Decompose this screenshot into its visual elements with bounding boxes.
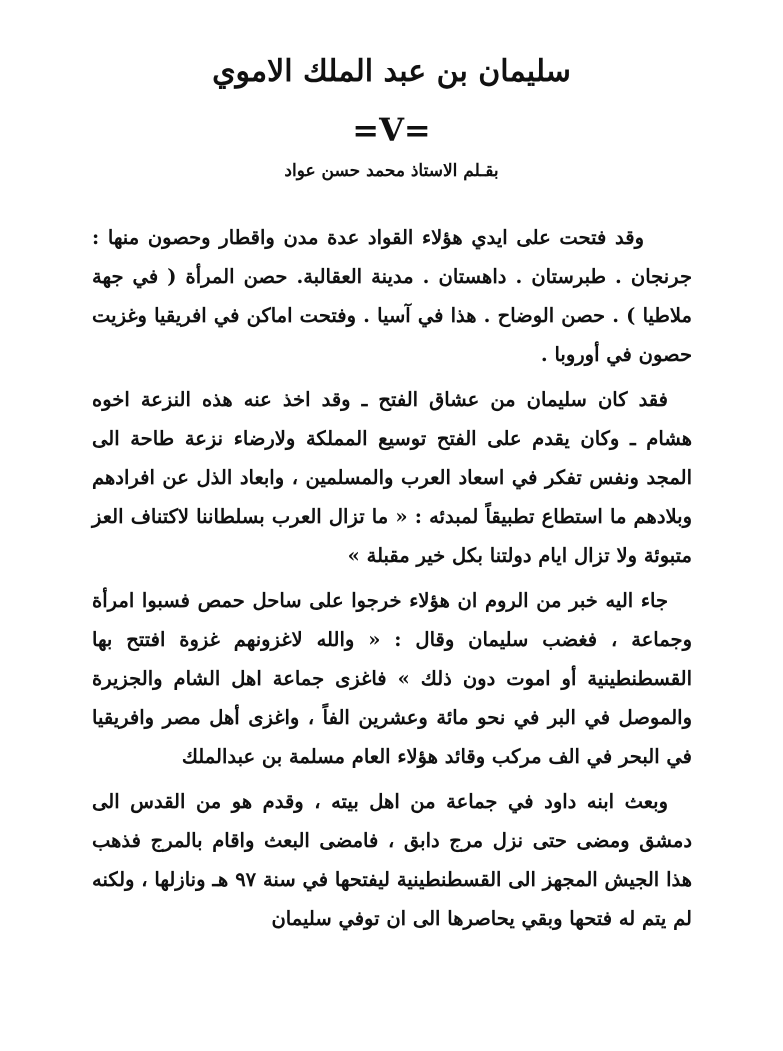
part-number: =V=: [352, 111, 431, 149]
paragraph-conquests: وقد فتحت على ايدي هؤلاء القواد عدة مدن واقطار وحصون منها : جرنجان . طبرستان . داهستان . مدينة العقالبة. حصن المرأة ( في جهة ملاطيا ) . حصن الوضاح . هذا في آسيا . وفتحت اماكن في افريقيا وغزيت حصون في أوروبا .: [92, 226, 692, 366]
paragraph-campaign: جاء اليه خبر من الروم ان هؤلاء خرجوا على ساحل حمص فسبوا امرأة وجماعة ، فغضب سليمان وقال : « والله لاغزونهم غزوة افتتح بها القسطنطينية أو اموت دون ذلك » فاغزى جماعة اهل الشام والجزيرة والموصل في البر في نحو مائة وعشرين الفاً ، واغزى أهل مصر وافريقيا في البحر في الف مركب وقائد هؤلاء العام مسلمة بن عبدالملك: [92, 589, 692, 768]
article-title: سليمان بن عبد الملك الاموي: [212, 54, 571, 89]
author-byline: بقـلم الاستاذ محمد حسن عواد: [284, 161, 499, 181]
article-body: [92, 218, 692, 944]
paragraph-siege: وبعث ابنه داود في جماعة من اهل بيته ، وقدم هو من القدس الى دمشق ومضى حتى نزل مرج دابق ، فامضى البعث واقام بالمرج فذهب هذا الجيش المجهز الى القسطنطينية ليفتحها في سنة ٩٧ هـ ونازلها ، ولكنه لم يتم له فتحها وبقي يحاصرها الى ان توفي سليمان: [92, 790, 693, 930]
paragraph-love-of-conquest: فقد كان سليمان من عشاق الفتح ـ وقد اخذ عنه هذه النزعة اخوه هشام ـ وكان يقدم على الفتح توسيع المملكة ولارضاء نزعة طاحة الى المجد ونفس تفكر في اسعاد العرب والمسلمين ، وابعاد الذل عن افرادهم وبلادهم ما استطاع تطبيقاً لمبدئه : « ما تزال العرب بسلطاننا لاكتناف العز متبوئة ولا تزال ايام دولتنا بكل خير مقبلة »: [92, 388, 692, 567]
